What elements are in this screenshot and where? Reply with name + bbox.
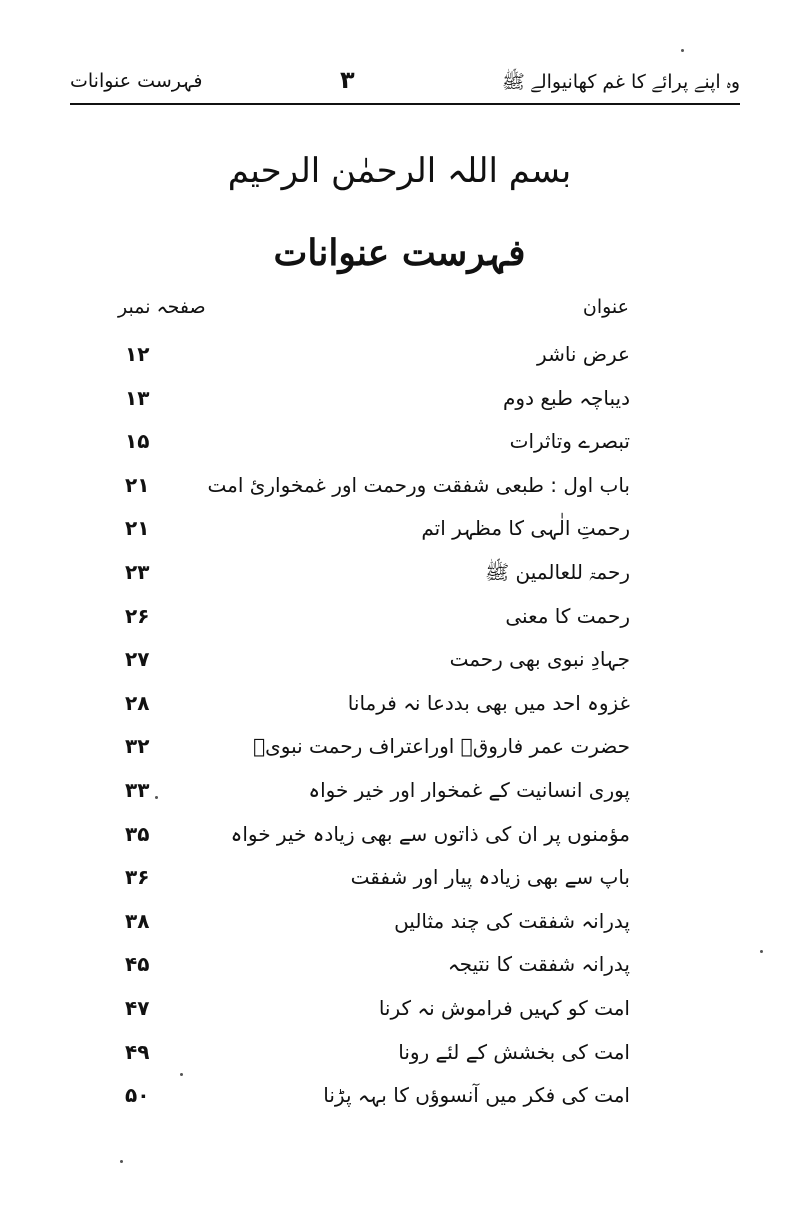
toc-entry-title: رحمۃ للعالمین ﷺ xyxy=(485,559,630,584)
toc-entry xyxy=(100,903,630,947)
toc-entry xyxy=(100,380,630,424)
toc-entry xyxy=(100,946,630,990)
toc-entry xyxy=(100,772,630,816)
toc-entry-title: باب اول : طبعی شفقت ورحمت اور غمخواریٔ امت xyxy=(207,472,630,497)
toc-entry-page: ۲۱ xyxy=(125,472,150,497)
toc-entry-page: ۴۵ xyxy=(125,952,150,977)
toc-entry xyxy=(100,816,630,860)
toc-entry-title: مؤمنوں پر ان کی ذاتوں سے بھی زیادہ خیر خواہ xyxy=(230,821,630,846)
toc-entry-title: پوری انسانیت کے غمخوار اور خیر خواہ xyxy=(308,777,630,802)
header-section-title: فہرست عنوانات xyxy=(70,70,203,92)
header-rule xyxy=(70,103,740,105)
toc-entry-title: امت کی فکر میں آنسوؤں کا بہہ پڑنا xyxy=(323,1083,630,1108)
toc-entry-title: جہادِ نبوی بھی رحمت xyxy=(449,647,630,672)
toc-entry xyxy=(100,728,630,772)
toc-entry xyxy=(100,510,630,554)
toc-entry-page: ۲۷ xyxy=(125,647,150,672)
toc-entry-page: ۵۰ xyxy=(125,1083,150,1108)
toc-entry-title: پدرانہ شفقت کا نتیجہ xyxy=(447,952,630,977)
toc-entry xyxy=(100,467,630,511)
toc-entry-title: امت کو کہیں فراموش نہ کرنا xyxy=(378,995,630,1020)
toc-entry-page: ۴۷ xyxy=(125,995,150,1020)
column-heading-title: عنوان xyxy=(582,296,629,318)
toc-entry-title: رحمت کا معنی xyxy=(505,603,630,628)
toc-entry-page: ۲۸ xyxy=(125,690,150,715)
toc-entry xyxy=(100,336,630,380)
header-page-number: ۳ xyxy=(340,66,355,94)
toc-entry-title: عرض ناشر xyxy=(537,342,630,366)
toc-entry xyxy=(100,685,630,729)
toc-entry-title: غزوہ احد میں بھی بددعا نہ فرمانا xyxy=(347,690,630,715)
toc-entry-page: ۲۶ xyxy=(125,603,150,628)
running-header xyxy=(70,62,740,106)
toc-entry-title: پدرانہ شفقت کی چند مثالیں xyxy=(394,908,630,933)
column-heading-page: صفحہ نمبر xyxy=(118,296,206,318)
header-book-title: وہ اپنے پرائے کا غم کھانیوالے ﷺ xyxy=(501,71,740,93)
toc-entry xyxy=(100,859,630,903)
toc-entry xyxy=(100,554,630,598)
toc-entry xyxy=(100,990,630,1034)
toc-entry-title: حضرت عمر فاروقؓ اوراعتراف رحمت نبویؐ xyxy=(253,734,630,759)
toc-entry-page: ۳۲ xyxy=(125,734,150,759)
bismillah: بسم اللہ الرحمٰن الرحیم xyxy=(227,151,572,191)
toc-entry-page: ۲۳ xyxy=(125,559,150,584)
toc-entry-title: دیباچہ طبع دوم xyxy=(503,385,630,410)
toc-entry-page: ۳۳ xyxy=(125,777,150,802)
toc-entry-page: ۳۸ xyxy=(125,908,150,933)
table-of-contents xyxy=(100,336,630,1121)
scan-speck xyxy=(681,49,684,52)
toc-entry-title: امت کی بخشش کے لئے رونا xyxy=(398,1039,630,1064)
scan-speck xyxy=(760,950,763,953)
toc-entry-page: ۳۶ xyxy=(125,865,150,890)
scan-speck xyxy=(120,1160,123,1163)
toc-entry-page: ۱۳ xyxy=(125,385,150,410)
toc-entry xyxy=(100,598,630,642)
scan-speck xyxy=(155,796,158,799)
toc-entry xyxy=(100,1034,630,1078)
toc-entry xyxy=(100,1077,630,1121)
toc-entry xyxy=(100,641,630,685)
toc-entry-title: تبصرے وتاثرات xyxy=(509,429,630,454)
toc-entry-page: ۱۲ xyxy=(125,342,150,366)
toc-entry-page: ۱۵ xyxy=(125,429,150,454)
toc-entry-page: ۳۵ xyxy=(125,821,150,846)
toc-entry-page: ۲۱ xyxy=(125,516,150,541)
toc-entry-title: رحمتِ الٰہی کا مظہر اتم xyxy=(421,516,630,541)
toc-entry-title: باپ سے بھی زیادہ پیار اور شفقت xyxy=(350,865,630,890)
toc-entry xyxy=(100,423,630,467)
scan-speck xyxy=(180,1073,183,1076)
toc-entry-page: ۴۹ xyxy=(125,1039,150,1064)
page-title: فہرست عنوانات xyxy=(273,232,526,274)
